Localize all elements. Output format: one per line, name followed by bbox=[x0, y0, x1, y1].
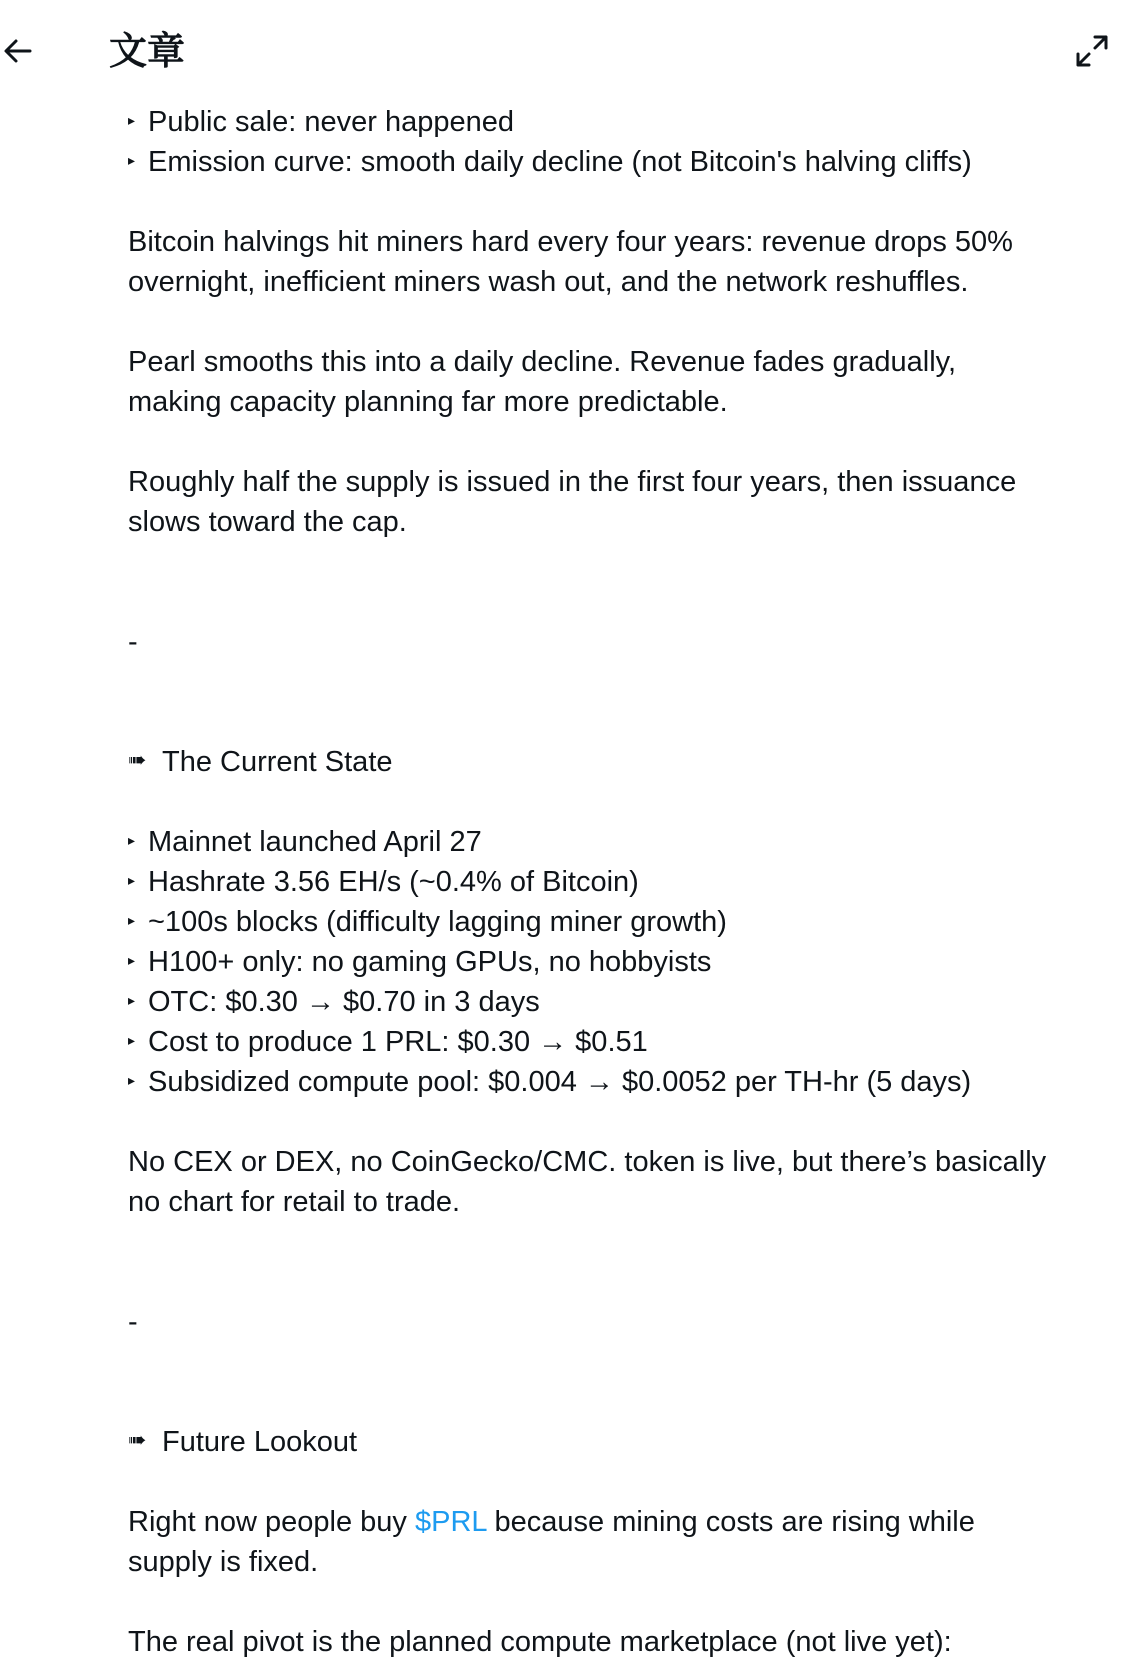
paragraph-line: supply is fixed. bbox=[128, 1546, 319, 1578]
paragraph-line: Right now people buy $PRL because mining costs are rising while bbox=[128, 1506, 975, 1538]
bullet-icon: ▸ bbox=[128, 952, 136, 969]
bullet-icon: ▸ bbox=[128, 152, 136, 169]
page-title: 文章 bbox=[109, 29, 186, 73]
section-heading-current-state: ➠ The Current State bbox=[128, 742, 1108, 782]
list-item: ▸ Emission curve: smooth daily decline (not Bitcoin's halving cliffs) bbox=[128, 142, 1108, 182]
bullet-icon: ▸ bbox=[128, 872, 136, 889]
list-item: ▸ ~100s blocks (difficulty lagging miner growth) bbox=[128, 902, 1108, 942]
divider: - bbox=[128, 626, 138, 658]
bullet-icon: ▸ bbox=[128, 832, 136, 849]
bullet-icon: ▸ bbox=[128, 992, 136, 1009]
arrow-right-icon: ➠ bbox=[128, 1427, 147, 1453]
expand-button[interactable] bbox=[1074, 33, 1110, 69]
paragraph-line: Pearl smooths this into a daily decline. Revenue fades gradually, bbox=[128, 346, 957, 378]
paragraph-line: making capacity planning far more predictable. bbox=[128, 386, 728, 418]
list-item: ▸ Hashrate 3.56 EH/s (~0.4% of Bitcoin) bbox=[128, 862, 1108, 902]
list-item: ▸ Public sale: never happened bbox=[128, 102, 1108, 142]
paragraph-line: Bitcoin halvings hit miners hard every four years: revenue drops 50% bbox=[128, 226, 1013, 258]
list-item: ▸ Cost to produce 1 PRL: $0.30 → $0.51 bbox=[128, 1022, 1108, 1062]
list-item: ▸ Mainnet launched April 27 bbox=[128, 822, 1108, 862]
bullet-icon: ▸ bbox=[128, 1072, 136, 1089]
top-bar bbox=[0, 0, 1127, 100]
list-item: ▸ OTC: $0.30 → $0.70 in 3 days bbox=[128, 982, 1108, 1022]
paragraph-line: slows toward the cap. bbox=[128, 506, 407, 538]
bullet-icon: ▸ bbox=[128, 912, 136, 929]
back-button[interactable] bbox=[0, 30, 40, 70]
divider: - bbox=[128, 1306, 138, 1338]
paragraph-line: No CEX or DEX, no CoinGecko/CMC. token is live, but there’s basically bbox=[128, 1146, 1047, 1178]
bullet-icon: ▸ bbox=[128, 112, 136, 129]
section-heading-future-lookout: ➠ Future Lookout bbox=[128, 1422, 1108, 1462]
cashtag-link[interactable]: $PRL bbox=[414, 1506, 487, 1538]
list-item: ▸ H100+ only: no gaming GPUs, no hobbyists bbox=[128, 942, 1108, 982]
paragraph-line: no chart for retail to trade. bbox=[128, 1186, 461, 1218]
expand-icon bbox=[1074, 33, 1110, 69]
article-body bbox=[128, 102, 1108, 1662]
bullet-icon: ▸ bbox=[128, 1032, 136, 1049]
arrow-right-icon: ➠ bbox=[128, 747, 147, 773]
paragraph-line: Roughly half the supply is issued in the first four years, then issuance bbox=[128, 466, 1017, 498]
list-item: ▸ Subsidized compute pool: $0.004 → $0.0052 per TH-hr (5 days) bbox=[128, 1062, 1108, 1102]
paragraph-line: The real pivot is the planned compute marketplace (not live yet): bbox=[128, 1626, 952, 1658]
arrow-left-icon bbox=[0, 30, 40, 70]
paragraph-line: overnight, inefficient miners wash out, and the network reshuffles. bbox=[128, 266, 969, 298]
